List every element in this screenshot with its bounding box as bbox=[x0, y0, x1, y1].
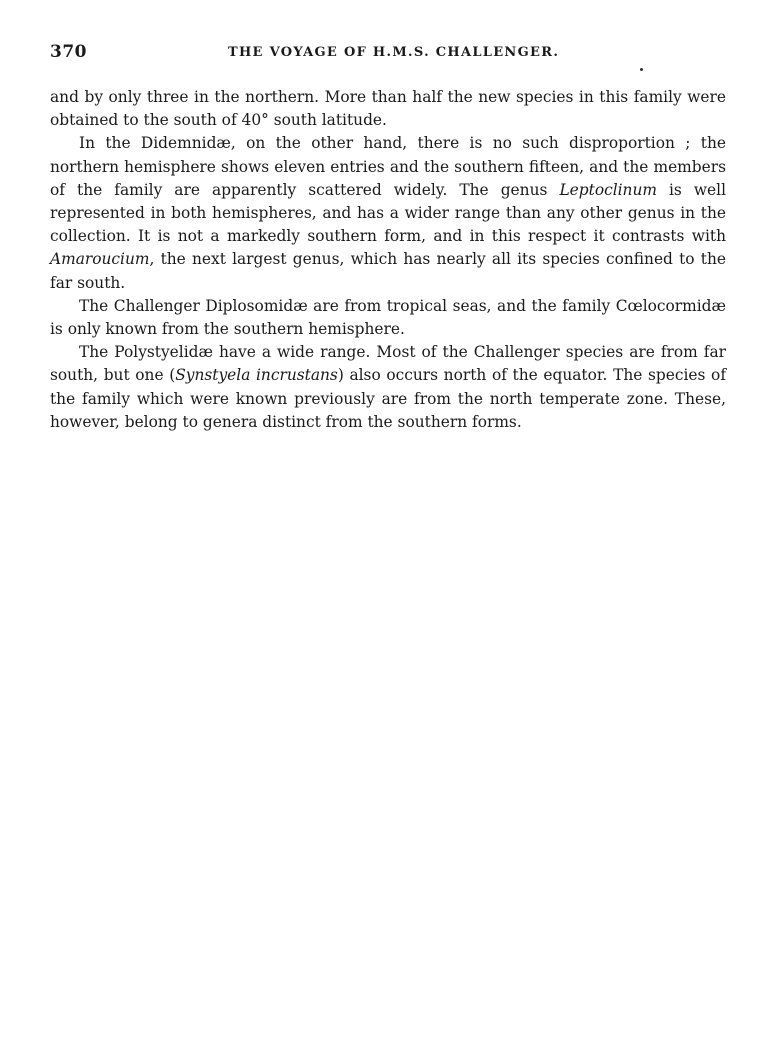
species-synstyela-incrustans: Synstyela incrustans bbox=[175, 366, 338, 385]
print-speck bbox=[640, 68, 643, 71]
paragraph-4 bbox=[50, 341, 726, 434]
page-number: 370 bbox=[50, 42, 87, 62]
paragraph-3-text: The Challenger Diplosomidæ are from tropical seas, and the family Cœlocormidæ is only known from the southern hemisphere. bbox=[50, 296, 726, 339]
paragraph-2 bbox=[50, 132, 726, 294]
paragraph-4-text-b: ) also occurs north of the equator. The species of the family which were known previously are from the north temperate zone. These, however, belong to genera distinct from the southern forms. bbox=[50, 366, 727, 431]
page-header bbox=[50, 42, 730, 64]
genus-amaroucium: Amaroucium bbox=[50, 250, 150, 269]
paragraph-2-text-a: In the Didemnidæ, on the other hand, there is no such disproportion ; the northern hemisphere shows eleven entries and the southern fifteen, and the members of the family are apparently scattered widely. The genus bbox=[50, 134, 726, 199]
paragraph-4-text-a: The Polystyelidæ have a wide range. Most of the Challenger species are from far south, but one ( bbox=[50, 343, 726, 385]
paragraph-2-text-c: , the next largest genus, which has nearly all its species confined to the far south. bbox=[50, 250, 726, 292]
body-text bbox=[50, 86, 726, 434]
paragraph-1-text: and by only three in the northern. More than half the new species in this family were obtained to the south of 40° south latitude. bbox=[50, 88, 726, 130]
genus-leptoclinum: Leptoclinum bbox=[559, 180, 657, 199]
running-title: THE VOYAGE OF H.M.S. CHALLENGER. bbox=[228, 45, 560, 60]
paragraph-2-text-b: is well represented in both hemispheres, and has a wider range than any other genus in the collection. It is not a markedly southern form, and in this respect it contrasts with bbox=[50, 180, 727, 246]
paragraph-1 bbox=[50, 86, 726, 132]
paragraph-3 bbox=[50, 295, 726, 341]
